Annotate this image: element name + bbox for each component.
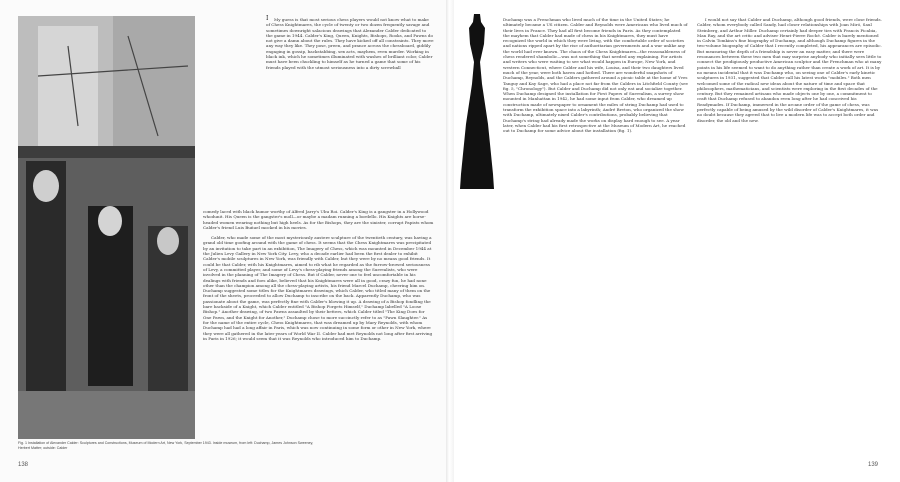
book-gutter bbox=[446, 0, 454, 482]
essay-paragraph: Calder, who made some of the most mysteriously austere sculpture of the twentieth century, was having a grand old time goofing around with the game of chess. It seems that the Chess Knightmares was precipitated by an invitation to take part in an exhibition, The Imagery of Chess, which was mounted in December 1944 at the Julien Levy Gallery in New York City. Levy, who a decade earlier had been the first dealer to exhibit Calder's mobile sculptures in New York, was friendly with Calder, but they were by no means good friends. It could be that Calder, with his Knightmares, aimed to rib what he regarded as the furrow-browed seriousness of Levy, a committed player, and some of Levy's chess-playing friends among the Surrealists, who were involved in the planning of The Imagery of Chess. But if Calder, never one to feel uncomfortable in his dealings with friends and foes alike, believed that his Knightmares were all in good, crazy fun, he had none other than the champion among all the chess-playing artists, his friend Marcel Duchamp, cheering him on. Duchamp suggested some titles for the Knightmares drawings, which Calder, who titled many of them on the front of the sheets, proceeded to allow Duchamp to inscribe on the back. Apparently Duchamp, who was passionate about the game, was perfectly fine with Calder's blowing it up. A drawing of a Bishop fondling the bare backside of a Knight, which Calder entitled "A Bishop Forgets Himself," Duchamp labelled "A Loose Bishop." Another drawing, of two Pawns assaulted by their betters, which Calder titled "The King Does for One Pawn, and the Knight for Another," Duchamp chose to more succinctly refer to as "Pawn Slaughter." As for the name of the entire cycle, Chess Knightmares, that was dreamed up by Mary Reynolds, with whom Duchamp had had a long affair in Paris, which was now continuing in some form or other in New York, where they were all gathered in the later years of World War II. Calder had met Reynolds not long after first arriving in Paris in 1926; it would seem that it was Reynolds who introduced him to Duchamp. bbox=[203, 235, 433, 341]
page-number-right: 139 bbox=[868, 462, 879, 468]
essay-column-right-2 bbox=[697, 17, 882, 128]
chess-queen-silhouette-icon bbox=[460, 14, 494, 189]
essay-column-left-top bbox=[266, 17, 434, 75]
essay-column-right-1 bbox=[503, 17, 688, 139]
drop-cap: I bbox=[266, 15, 269, 22]
installation-photo bbox=[18, 16, 195, 439]
page-number-left: 138 bbox=[18, 462, 29, 468]
essay-paragraph: Duchamp was a Frenchman who lived much of the time in the United States; he ultimately became a US citizen. Calder and Reynolds were Americans who lived much of their lives in France. They had all first become friends in Paris. As they contemplated the mayhem that Calder had made of chess in his Knightmares, they must have recognized the world in which they were living, with the comfortable order of societies and nations ripped apart by the rise of authoritarian governments and a war unlike any the world had ever known. The chaos of the Chess Knightmares—the reasonableness of chess rendered shambolic—was not something that needed any explaining. For artists and writers who were waiting to see what would happen in Europe, New York, and western Connecticut, where Calder and his wife, Louisa, and their two daughters lived much of the year, were both haven and hotbed. There are wonderful snapshots of Duchamp, Reynolds, and the Calders gathered around a picnic table at the home of Yves Tanguy and Kay Sage, who had a place not far from the Calders in Litchfield County (see fig. 5, "Chronology"). But Calder and Duchamp did not only eat and socialize together. When Duchamp designed the installation for First Papers of Surrealism, a survey show mounted in Manhattan in 1942, he had some input from Calder, who dreamed up construction made of newspaper to ornament the miles of string Duchamp had used to transform the exhibition space into a labyrinth; André Breton, who organized the show with Duchamp, ultimately nixed Calder's contributions, probably believing that Duchamp's string had already made the works on display hard enough to see. A year later, when Calder had his first retrospective at the Museum of Modern Art, he reached out to Duchamp for some advice about the installation (fig. 1). bbox=[503, 17, 688, 134]
figure-caption: Fig. 1 Installation of Alexander Calder: Sculptures and Constructions, Museum of Modern Art, New York, September 1943. Inside museum, from left: Duchamp, James Johnson Sweeney, Herbert Matter; outside: Calder bbox=[18, 441, 314, 450]
essay-paragraph: comedy laced with black humor worthy of Alfred Jarry's Ubu Roi. Calder's King is a gangster in a Hollywood whodunit. His Queen is the gangster's moll—or maybe a madam running a bordello. His Knights are horse-headed women wearing nothing but high heels. As for the Bishops, they are the sinister, corrupt Papists whom Calder's friend Luis Buñuel mocked in his movies. bbox=[203, 209, 434, 230]
essay-paragraph: My guess is that most serious chess players would not know what to make of Chess Knightmares, the cycle of twenty or two dozen frequently savage and sometimes downright salacious drawings that Alexander Calder dedicated to the game in 1944. Calder's King, Queen, Knights, Bishops, Rooks, and Pawns do not give a damn about the rules. They have kicked off all constraints. They move any way they like. They pose, preen, and prance across the chessboard, giddily engaging in gossip, backstabbing, sex acts, mayhem, even murder. Working in black ink, which he sometimes illuminated with washes of brilliant color, Calder must have been chuckling to himself as he turned a game that some of his friends played with the utmost seriousness into a dirty screwball bbox=[266, 17, 434, 70]
essay-paragraph: I would not say that Calder and Duchamp, although good friends, were close friends. Calder, whom everybody called Sandy, had closer relationships with Joan Miró, Saul Steinberg, and Arthur Miller. Duchamp certainly had deeper ties with Francis Picabia, Man Ray, and the art critic and adviser Henri-Pierre Roché. Calder is barely mentioned in Calvin Tomkins's fine biography of Duchamp, and although Duchamp figures in the two-volume biography of Calder that I recently completed, his appearances are episodic. But measuring the depth of a friendship is never an easy matter, and there were resonances between these two men that may surprise anybody who initially sees little to connect the prodigiously productive American sculptor and the Frenchman who at many points in his life seemed to want to do anything rather than create a work of art. It is by no means incidental that it was Duchamp who, on seeing one of Calder's early kinetic sculptures in 1931, suggested that Calder call his latest works "mobiles." Both men welcomed some of the radical new ideas about the nature of time and space that philosophers, mathematicians, and scientists were exploring in the first decades of the century. But they remained artisans who made objects one by one, a commitment to craft that Duchamp refused to abandon even long after he had conceived his Readymades. If Duchamp, immersed in the arcane order of the game of chess, was perfectly capable of being amused by the wild disorder of Calder's Knightmares, it was no doubt because they agreed that to live a modern life was to accept both order and disorder, the old and the new. bbox=[697, 17, 882, 123]
essay-column-left-bottom bbox=[203, 209, 434, 346]
